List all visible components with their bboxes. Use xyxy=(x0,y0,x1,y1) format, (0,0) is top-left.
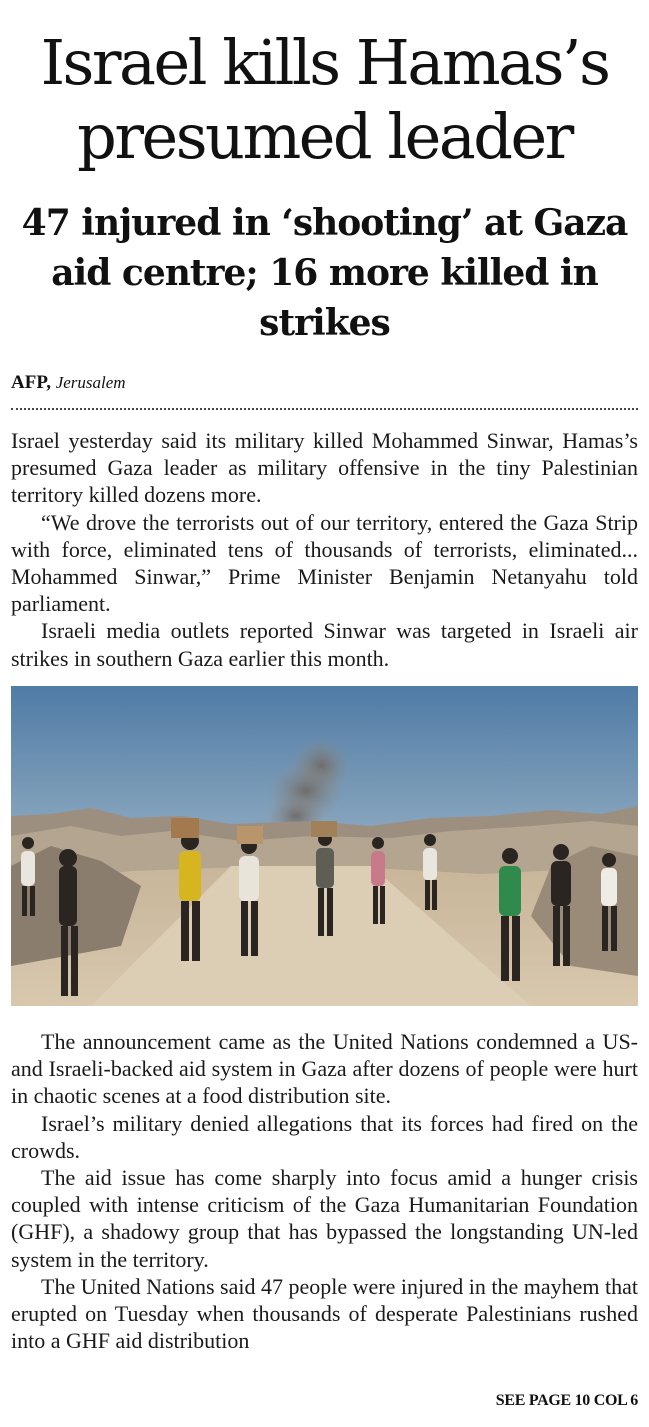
news-photo xyxy=(11,686,638,1006)
paragraph: The aid issue has come sharply into focus amid a hunger crisis coupled with intense criticism of the Gaza Humanitarian Foundation (GHF), a shadowy group that has bypassed the longstanding UN-led system in the territory. xyxy=(11,1165,638,1272)
dotted-divider xyxy=(11,408,638,410)
paragraph: Israel yesterday said its military killed Mohammed Sinwar, Hamas’s presumed Gaza leader as military offensive in the tiny Palestinian territory killed dozens more. xyxy=(11,428,638,508)
paragraph: The announcement came as the United Nations condemned a US- and Israeli-backed aid system in Gaza after dozens of people were hurt in chaotic scenes at a food distribution site. xyxy=(11,1029,638,1109)
subheadline: 47 injured in ‘shooting’ at Gaza aid centre; 16 more killed in strikes xyxy=(21,202,628,344)
article-body-bottom xyxy=(11,1028,638,1354)
headline: Israel kills Hamas’s presumed leader xyxy=(40,26,609,173)
photo-crowd-carrying-aid-icon xyxy=(11,686,638,1006)
continued-jump-line: SEE PAGE 10 COL 6 xyxy=(495,1392,638,1409)
byline xyxy=(11,372,126,394)
article-body-top xyxy=(11,427,638,672)
byline-location: Jerusalem xyxy=(55,373,126,392)
paragraph: Israeli media outlets reported Sinwar was targeted in Israeli air strikes in southern Gaza earlier this month. xyxy=(11,618,638,671)
paragraph: “We drove the terrorists out of our territory, entered the Gaza Strip with force, eliminated tens of thousands of terrorists, eliminated... Mohammed Sinwar,” Prime Minister Benjamin Netanyahu told parliament. xyxy=(11,509,638,617)
paragraph: Israel’s military denied allegations that its forces had fired on the crowds. xyxy=(11,1110,638,1163)
paragraph: The United Nations said 47 people were injured in the mayhem that erupted on Tuesday when thousands of desperate Palestinians rushed into a GHF aid distribution xyxy=(11,1273,638,1354)
byline-agency: AFP, xyxy=(11,372,51,393)
